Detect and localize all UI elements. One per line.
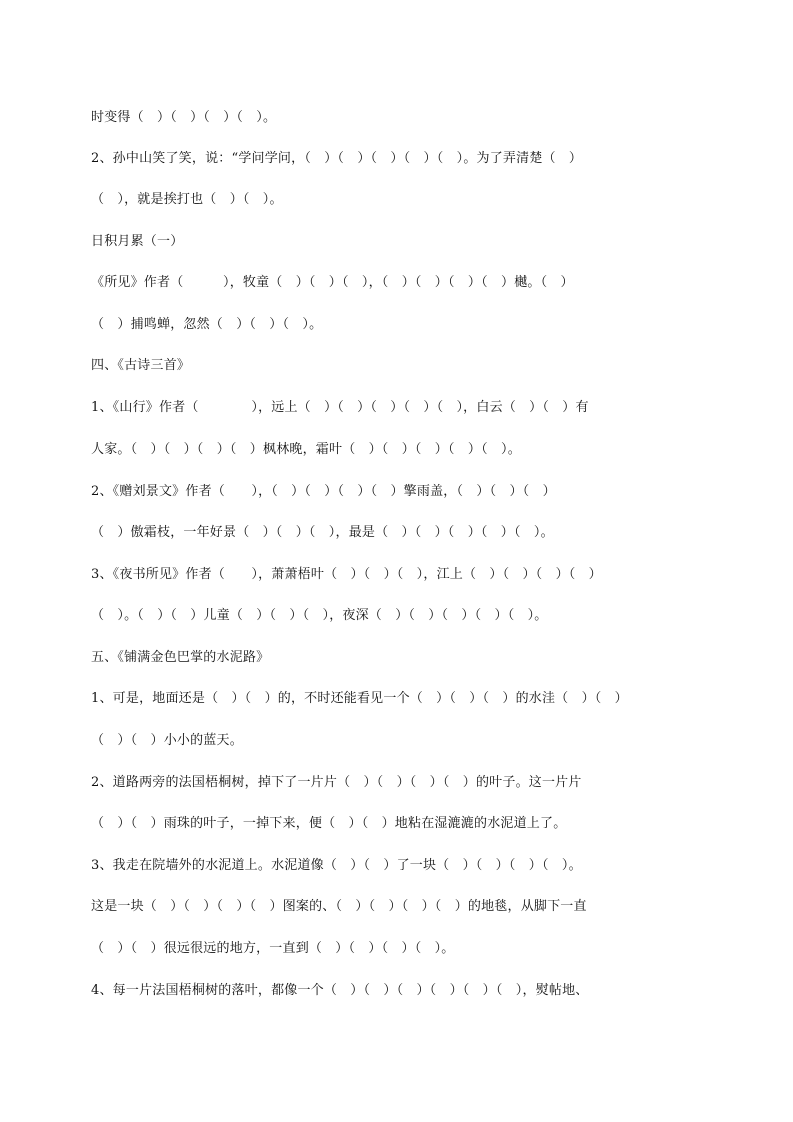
text-line: （ ）（ ）雨珠的叶子，一掉下来，便（ ）（ ）地粘在湿漉漉的水泥道上了。: [91, 816, 567, 831]
text-line: （ ）捕鸣蝉，忽然（ ）（ ）（ ）。: [91, 317, 323, 332]
text-line: 3、《夜书所见》作者（ ），萧萧梧叶（ ）（ ）（ ），江上（ ）（ ）（ ）（ ）: [91, 567, 602, 582]
text-line: 人家。（ ）（ ）（ ）（ ）枫林晚，霜叶（ ）（ ）（ ）（ ）（ ）。: [91, 442, 521, 457]
text-line: （ ）。（ ）（ ）儿童（ ）（ ）（ ），夜深（ ）（ ）（ ）（ ）（ ）。: [91, 608, 548, 623]
text-line: 1、《山行》作者（ ），远上（ ）（ ）（ ）（ ）（ ），白云（ ）（ ）有: [91, 400, 589, 415]
section-heading: 四、《古诗三首》: [91, 358, 191, 373]
text-line: （ ）（ ）很远很远的地方，一直到（ ）（ ）（ ）（ ）。: [91, 941, 455, 956]
text-line: （ ），就是挨打也（ ）（ ）。: [91, 192, 283, 207]
text-line: （ ）傲霜枝，一年好景（ ）（ ）（ ），最是（ ）（ ）（ ）（ ）（ ）。: [91, 525, 554, 540]
text-line: 3、我走在院墙外的水泥道上。水泥道像（ ）（ ）了一块（ ）（ ）（ ）（ ）。: [91, 858, 582, 873]
text-line: 4、每一片法国梧桐树的落叶，都像一个（ ）（ ）（ ）（ ）（ ）（ ），熨帖地、: [91, 983, 589, 998]
text-line: （ ）（ ）小小的蓝天。: [91, 733, 243, 748]
section-heading: 五、《铺满金色巴掌的水泥路》: [91, 650, 270, 665]
text-line: 时变得（ ）（ ）（ ）（ ）。: [91, 110, 277, 125]
text-line: 2、孙中山笑了笑，说：“学问学问，（ ）（ ）（ ）（ ）（ ）。为了弄清楚（ ）: [91, 151, 583, 166]
text-line: 2、道路两旁的法国梧桐树，掉下了一片片（ ）（ ）（ ）（ ）的叶子。这一片片: [91, 775, 582, 790]
text-line: 2、《赠刘景文》作者（ ），（ ）（ ）（ ）（ ）擎雨盖，（ ）（ ）（ ）: [91, 484, 556, 499]
text-line: 《所见》作者（ ），牧童（ ）（ ）（ ），（ ）（ ）（ ）（ ）樾。（ ）: [91, 275, 574, 290]
section-heading: 日积月累（一）: [91, 234, 184, 249]
text-line: 这是一块（ ）（ ）（ ）（ ）图案的、（ ）（ ）（ ）（ ）的地毯，从脚下一直: [91, 899, 587, 914]
text-line: 1、可是，地面还是（ ）（ ）的，不时还能看见一个（ ）（ ）（ ）的水洼（ ）（ ）: [91, 691, 628, 706]
